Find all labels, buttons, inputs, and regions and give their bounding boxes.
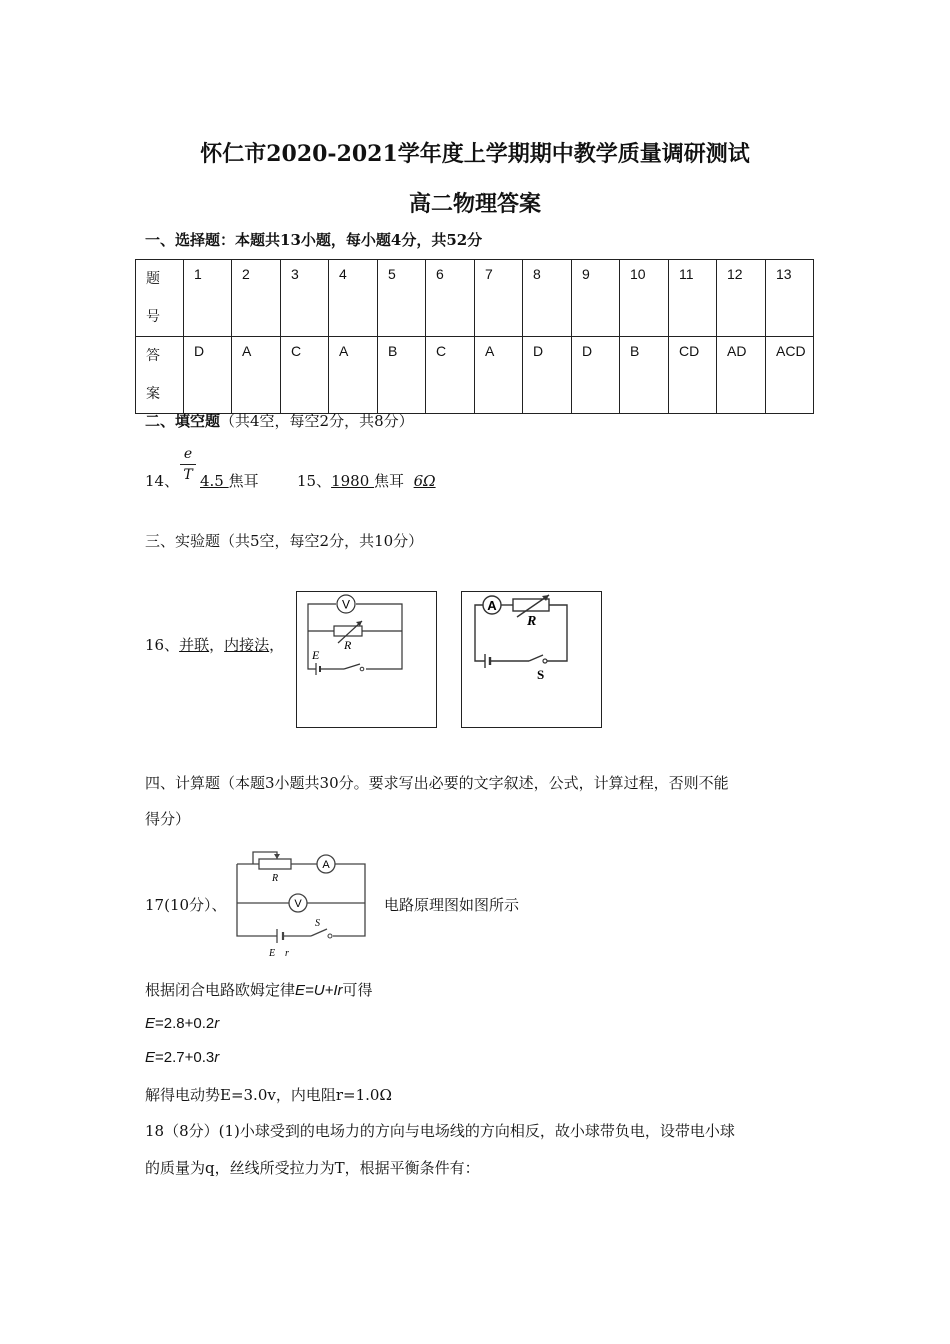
wire-left: [237, 864, 277, 936]
row-header-question-char1: 题: [146, 271, 160, 287]
q16-answer2: 内接法: [224, 636, 270, 654]
q18-line1: 18（8分）(1)小球受到的电场力的方向与电场线的方向相反，故小球带负电，设带电小球: [145, 1122, 735, 1140]
ohm-law-line: [145, 979, 373, 1000]
question-number-cell: 13: [766, 260, 814, 337]
q16-separator: ，: [209, 636, 225, 654]
q16-label: 16、: [145, 636, 180, 654]
answer-table: [135, 259, 814, 414]
q14-answer: [200, 470, 259, 491]
answer-cell: B: [620, 337, 669, 414]
equation-2-rhs: =2.7+0.3: [155, 1049, 215, 1066]
q16-answer: [145, 634, 284, 655]
section2-heading-rest: （共4空，每空2分，共8分）: [220, 412, 414, 430]
equation-1-lhs: E: [145, 1015, 156, 1032]
question-number-cell: 6: [426, 260, 475, 337]
question-number-cell: 7: [475, 260, 523, 337]
q15-answer: [297, 470, 436, 491]
slider-arrow-icon: [274, 854, 280, 859]
equation-1: [145, 1015, 219, 1032]
question-number-cell: 9: [572, 260, 620, 337]
rheostat-label: R: [344, 638, 352, 652]
battery-label: E: [312, 648, 320, 662]
rheostat-label: R: [527, 614, 537, 629]
rheostat-icon: [259, 859, 291, 869]
switch-icon: [311, 929, 327, 936]
question-number-cell: 5: [378, 260, 426, 337]
section4-heading-line2: 得分）: [145, 810, 191, 828]
row-header-answer: [136, 337, 184, 414]
voltmeter-label: V: [294, 898, 302, 910]
question-number-cell: 3: [281, 260, 329, 337]
section2-heading-bold: 二、填空题: [145, 412, 221, 430]
circuit-figure-ammeter: [461, 591, 602, 728]
answer-cell: A: [329, 337, 378, 414]
answer-cell: C: [281, 337, 329, 414]
row-header-answer-char1: 答: [146, 348, 160, 364]
answer-cell: D: [184, 337, 232, 414]
answer-cell: A: [232, 337, 281, 414]
answer-cell: ACD: [766, 337, 814, 414]
section2-heading: [145, 410, 414, 431]
answer-cell: D: [523, 337, 572, 414]
q14-fraction-numerator: e: [183, 446, 193, 462]
question-number-cell: 8: [523, 260, 572, 337]
rheostat-icon: [513, 599, 549, 611]
switch-contact-icon: [328, 934, 332, 938]
row-header-answer-char2: 案: [146, 386, 160, 402]
row-header-question-char2: 号: [146, 309, 160, 325]
question-number-cell: 10: [620, 260, 669, 337]
switch-label: S: [537, 667, 545, 682]
rheostat-label: R: [272, 873, 279, 884]
answer-cell: CD: [669, 337, 717, 414]
q15-unit: 焦耳: [374, 472, 405, 490]
table-row-numbers: [136, 260, 814, 337]
question-number-cell: 1: [184, 260, 232, 337]
q14-label: 14、: [145, 472, 180, 490]
equation-2-lhs: E: [145, 1049, 156, 1066]
document-title: 怀仁市2020-2021学年度上学期期中教学质量调研测试: [200, 141, 750, 167]
wire-right: [333, 864, 365, 936]
section4-heading-line1: 四、计算题（本题3小题共30分。要求写出必要的文字叙述，公式，计算过程，否则不能: [145, 774, 729, 792]
ohm-law-suffix: 可得: [342, 981, 373, 999]
internal-resistance-label: r: [285, 948, 289, 959]
answer-cell: B: [378, 337, 426, 414]
ammeter-label: A: [322, 859, 330, 871]
answer-cell: C: [426, 337, 475, 414]
equation-1-rhs: =2.8+0.2: [155, 1015, 215, 1032]
equation-2: [145, 1049, 219, 1066]
q15-value: 1980: [331, 472, 375, 490]
q14-value: 4.5: [200, 472, 229, 490]
answer-cell: AD: [717, 337, 766, 414]
q16-end: ，: [269, 636, 285, 654]
q16-answer1: 并联: [179, 636, 210, 654]
q18-line2: 的质量为q，丝线所受拉力为T，根据平衡条件有：: [145, 1159, 480, 1177]
equation-2-var: r: [214, 1049, 220, 1066]
q15-value2: 6Ω: [413, 472, 436, 490]
q14-fraction: [180, 446, 196, 483]
ohm-law-formula: E=U+Ir: [295, 982, 343, 999]
section3-heading: 三、实验题（共5空，每空2分，共10分）: [145, 532, 424, 550]
q14-fraction-denominator: T: [180, 464, 196, 483]
q17-result: 解得电动势E=3.0v，内电阻r=1.0Ω: [145, 1086, 392, 1104]
q14-unit: 焦耳: [228, 472, 259, 490]
ammeter-label: A: [487, 598, 497, 613]
emf-label: E: [269, 948, 276, 959]
ohm-law-prefix: 根据闭合电路欧姆定律: [145, 981, 296, 999]
document-subtitle: 高二物理答案: [408, 191, 541, 217]
switch-contact-icon: [543, 659, 547, 663]
switch-contact-icon: [360, 667, 364, 671]
switch-label: S: [315, 918, 320, 929]
section1-heading: 一、选择题：本题共13小题，每小题4分，共52分: [145, 231, 483, 249]
question-number-cell: 12: [717, 260, 766, 337]
circuit-figure-voltmeter: [296, 591, 437, 728]
question-number-cell: 11: [669, 260, 717, 337]
table-row-answers: [136, 337, 814, 414]
question-number-cell: 4: [329, 260, 378, 337]
question-number-cell: 2: [232, 260, 281, 337]
q17-label: 17(10分）、: [145, 896, 227, 914]
answer-cell: D: [572, 337, 620, 414]
row-header-question: [136, 260, 184, 337]
q15-label: 15、: [297, 472, 332, 490]
q17-caption: 电路原理图如图所示: [384, 896, 520, 914]
answer-cell: A: [475, 337, 523, 414]
circuit-figure-q17: [233, 846, 373, 961]
equation-1-var: r: [214, 1015, 220, 1032]
voltmeter-label: V: [341, 597, 351, 612]
